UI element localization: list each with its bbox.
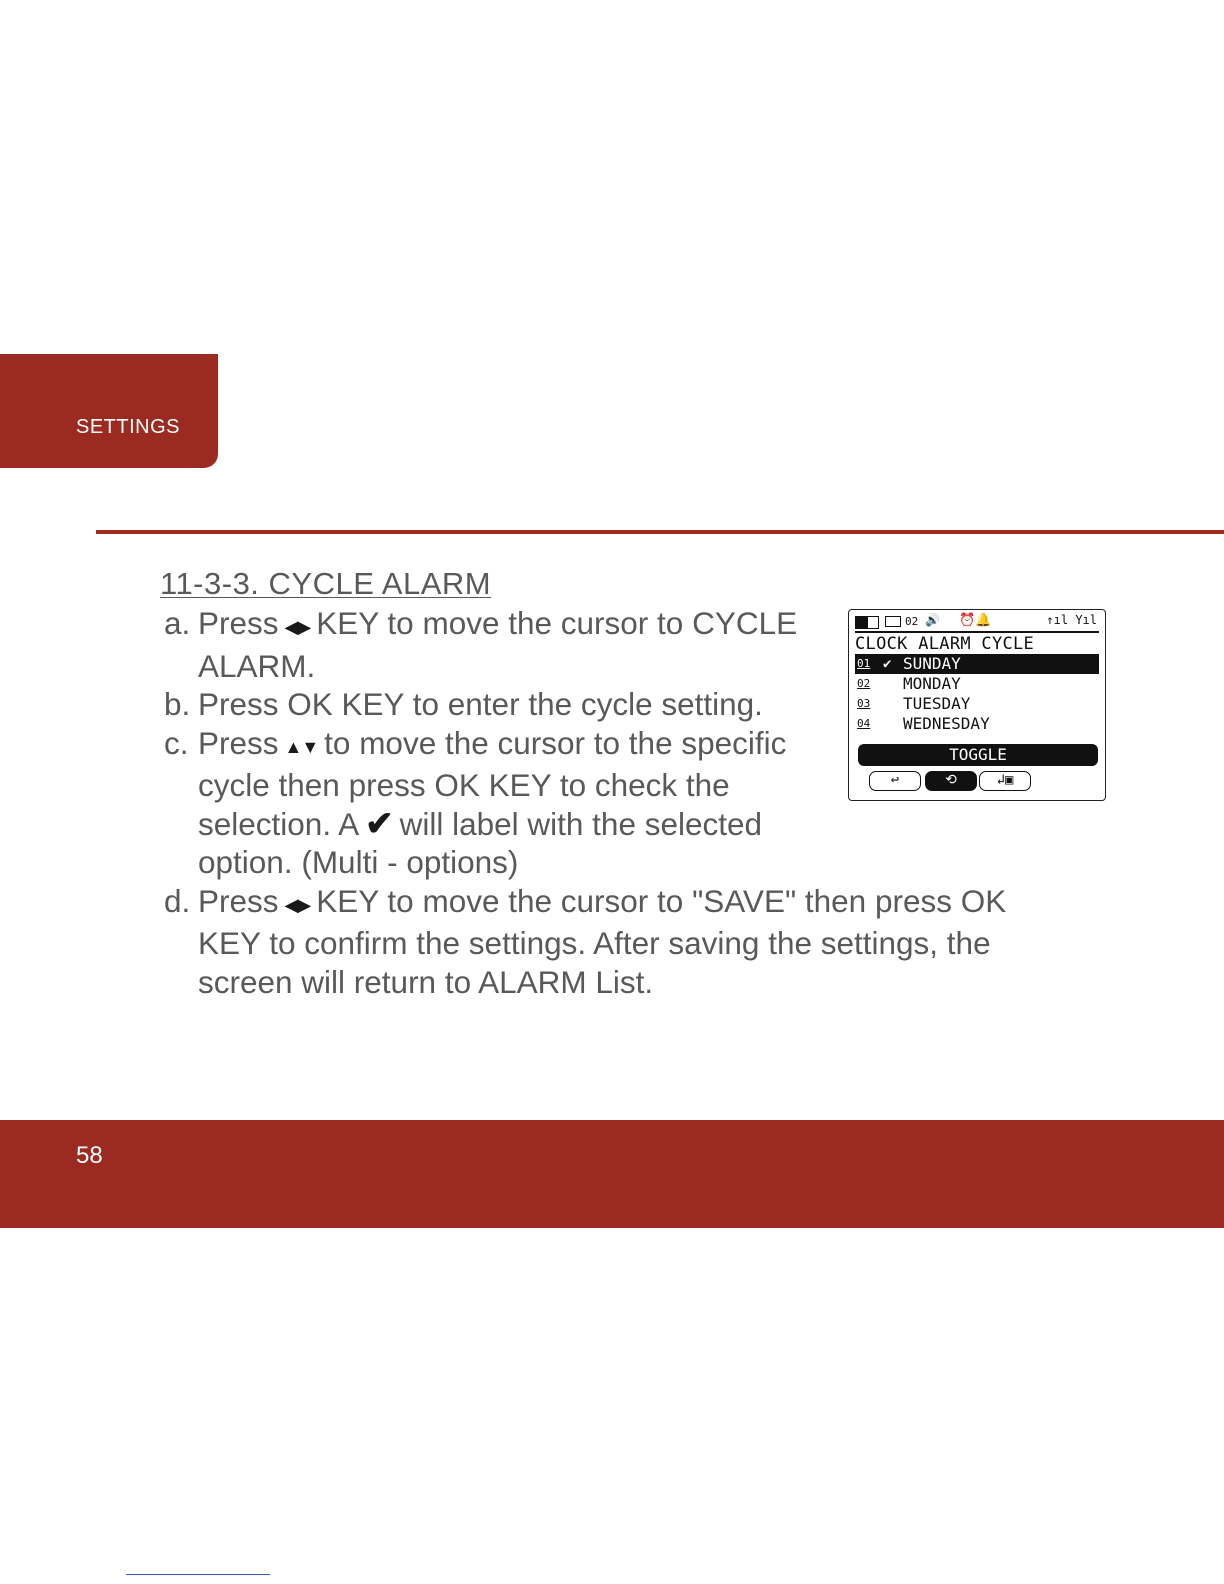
message-count: 02 bbox=[905, 615, 919, 628]
item-label: SUNDAY bbox=[903, 654, 961, 673]
footer-band bbox=[0, 1120, 1224, 1228]
item-label: WEDNESDAY bbox=[903, 714, 990, 733]
step-text: Press bbox=[198, 724, 279, 761]
step-text: Press bbox=[198, 605, 279, 641]
footnote-rule bbox=[126, 1574, 270, 1575]
step-b bbox=[164, 685, 838, 724]
toggle-bar[interactable]: TOGGLE bbox=[858, 744, 1098, 766]
step-text: to move the cursor to the specific cycle then press OK KEY to check the selection. A bbox=[198, 724, 787, 842]
lcd-day-list bbox=[855, 654, 1099, 734]
lcd-divider bbox=[855, 631, 1099, 633]
header-rule bbox=[96, 530, 1224, 534]
up-down-arrow-icon: ▲▼ bbox=[284, 736, 319, 757]
step-a bbox=[164, 604, 838, 685]
step-text: KEY to move the cursor to "SAVE" then press OK KEY to confirm the settings. After saving the settings, the screen will return to ALARM List. bbox=[198, 882, 1007, 1000]
left-right-arrow-icon: ◀▶ bbox=[284, 894, 311, 915]
item-label: MONDAY bbox=[903, 674, 961, 693]
step-text: Press OK KEY to enter the cycle setting. bbox=[198, 686, 763, 722]
battery-icon bbox=[855, 616, 879, 629]
section-tab bbox=[0, 354, 218, 468]
step-letter: a. bbox=[164, 605, 191, 641]
lcd-screen-illustration bbox=[848, 609, 1106, 801]
speaker-icon: 🔊 bbox=[925, 613, 940, 627]
item-label: TUESDAY bbox=[903, 694, 971, 713]
save-button[interactable]: ↲▣ bbox=[979, 771, 1031, 791]
item-number: 01 bbox=[857, 657, 871, 670]
back-button[interactable]: ↩ bbox=[869, 771, 921, 791]
step-letter: b. bbox=[164, 686, 191, 722]
lcd-list-item[interactable] bbox=[855, 654, 1099, 674]
step-c bbox=[164, 724, 838, 882]
lcd-title: CLOCK ALARM CYCLE bbox=[855, 634, 1035, 654]
step-letter: d. bbox=[164, 882, 191, 919]
step-d bbox=[164, 882, 1064, 1002]
item-number: 03 bbox=[857, 697, 871, 710]
section-tab-label: SETTINGS bbox=[76, 416, 181, 438]
step-text: will label with the selected option. (Multi - options) bbox=[198, 805, 763, 880]
alarm-icon: ⏰🔔 bbox=[959, 613, 992, 628]
lcd-status-bar bbox=[855, 614, 1099, 630]
left-right-arrow-icon: ◀▶ bbox=[284, 617, 311, 637]
checkmark-icon: ✔ bbox=[365, 804, 394, 843]
signal-icon: ↑ıl Yıl bbox=[1046, 613, 1097, 627]
step-text: KEY to move the cursor to CYCLE ALARM. bbox=[198, 605, 798, 684]
step-letter: c. bbox=[164, 724, 189, 761]
lcd-list-item[interactable] bbox=[855, 674, 1099, 694]
checkmark-icon: ✔ bbox=[883, 656, 892, 672]
item-number: 04 bbox=[857, 717, 871, 730]
lcd-list-item[interactable] bbox=[855, 694, 1099, 714]
item-number: 02 bbox=[857, 677, 871, 690]
toggle-button[interactable]: ⟲ bbox=[925, 771, 977, 791]
step-text: Press bbox=[198, 882, 279, 919]
mail-icon bbox=[885, 616, 901, 627]
lcd-list-item[interactable] bbox=[855, 714, 1099, 734]
section-heading: 11-3-3. CYCLE ALARM bbox=[160, 566, 492, 601]
page-number: 58 bbox=[76, 1142, 103, 1169]
